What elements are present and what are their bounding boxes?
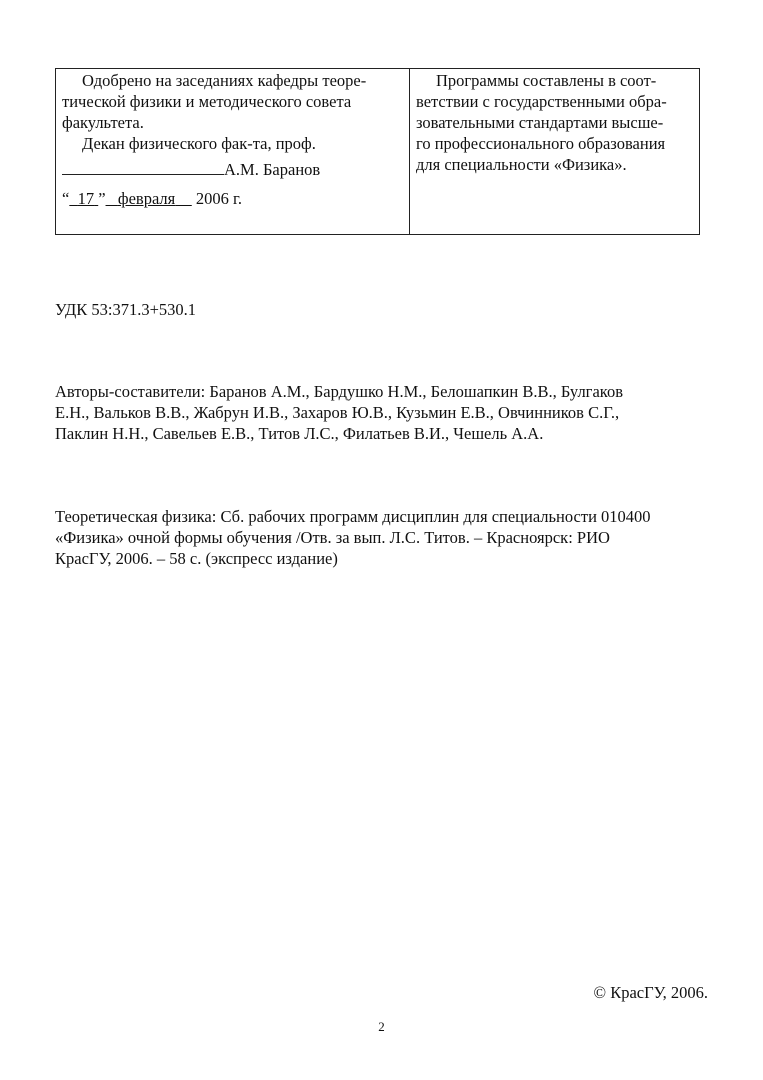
authors-line: Паклин Н.Н., Савельев Е.В., Титов Л.С., Филатьев В.И., Чешель А.А. <box>55 424 544 443</box>
signature-blank <box>62 158 224 175</box>
date-day: 17 <box>77 189 95 208</box>
copyright-notice: © КрасГУ, 2006. <box>593 983 708 1002</box>
authors-line: Авторы-составители: Баранов А.М., Бардушко Н.М., Белошапкин В.В., Булгаков <box>55 382 623 401</box>
page-number: 2 <box>378 1019 385 1034</box>
approval-cell-standards <box>410 69 699 234</box>
approval-text-line: Одобрено на заседаниях кафедры теоре- <box>82 71 367 90</box>
standards-text-line: зовательными стандартами высше- <box>416 113 664 132</box>
dean-title: Декан физического фак-та, проф. <box>82 134 316 153</box>
standards-text-line: ветствии с государственными обра- <box>416 92 667 111</box>
standards-text-line: для специальности «Физика». <box>416 155 627 174</box>
date-close-quote: ” <box>98 189 106 208</box>
approval-table <box>55 68 700 235</box>
standards-text-line: го профессионального образования <box>416 134 666 153</box>
approval-date <box>62 188 403 209</box>
authors-line: Е.Н., Вальков В.В., Жабрун И.В., Захаров Ю.В., Кузьмин Е.В., Овчинников С.Г., <box>55 403 620 422</box>
date-open-quote: “ <box>62 189 70 208</box>
biblio-line: Теоретическая физика: Сб. рабочих программ дисциплин для специальности 010400 <box>55 507 651 526</box>
signature-line <box>62 158 403 180</box>
udc-code: УДК 53:371.3+530.1 <box>55 300 197 319</box>
biblio-line: «Физика» очной формы обучения /Отв. за вып. Л.С. Титов. – Красноярск: РИО <box>55 528 610 547</box>
approval-text-line: факультета. <box>62 113 144 132</box>
dean-name: А.М. Баранов <box>224 160 321 179</box>
bibliographic-description <box>55 506 707 569</box>
date-year: 2006 г. <box>195 189 243 208</box>
date-month: февраля <box>117 189 176 208</box>
standards-text-line: Программы составлены в соот- <box>436 71 657 90</box>
authors-paragraph <box>55 381 707 444</box>
approval-text-line: тической физики и методического совета <box>62 92 352 111</box>
biblio-line: КрасГУ, 2006. – 58 с. (экспресс издание) <box>55 549 338 568</box>
approval-cell-department <box>56 69 410 234</box>
